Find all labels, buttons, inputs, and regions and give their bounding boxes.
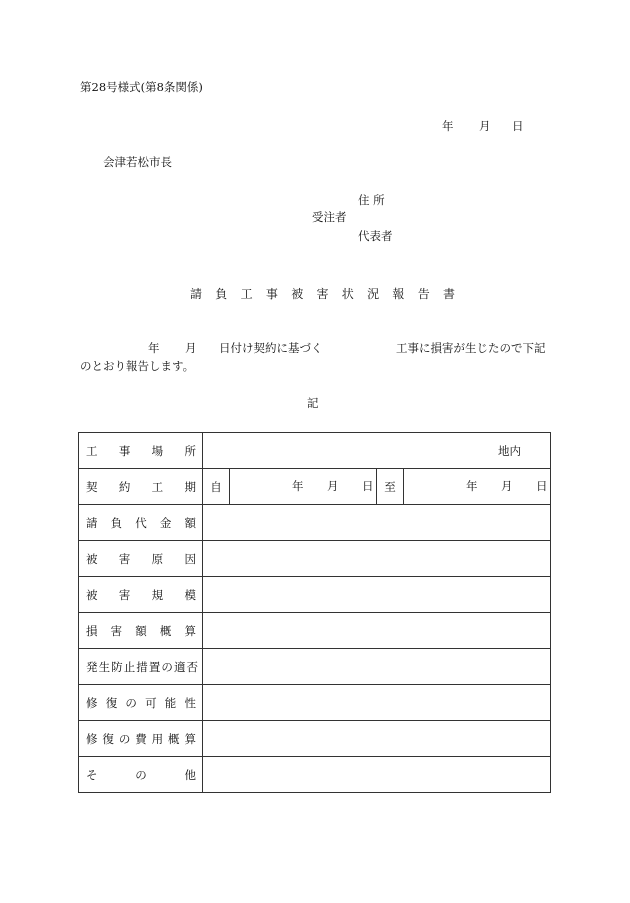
label-char: 他 (184, 767, 196, 782)
label-char: 負 (110, 515, 123, 530)
label-char: 金 (159, 515, 172, 530)
table-row (79, 613, 551, 649)
label-char: 代 (135, 515, 147, 530)
label-text (86, 659, 198, 675)
label-char: 否 (186, 659, 198, 674)
from-year: 年 (292, 479, 304, 493)
contractor-representative-label: 代表者 (358, 229, 393, 243)
repair-cost-value[interactable] (203, 721, 551, 757)
period-to-label: 至 (377, 469, 404, 504)
table-row (79, 577, 551, 613)
contract-period-dates (203, 469, 550, 504)
label-char: の (135, 767, 147, 782)
label-char: 費 (135, 731, 147, 746)
label-char: の (118, 731, 131, 746)
damage-scale-value[interactable] (203, 577, 551, 613)
date-year: 年 (442, 119, 454, 133)
label-char: 措 (136, 659, 148, 674)
to-year: 年 (466, 479, 478, 493)
label-char: 概 (168, 731, 180, 746)
contract-amount-value[interactable] (203, 505, 551, 541)
label-char: 修 (86, 731, 98, 746)
label-text (86, 587, 196, 603)
row-label-prevention-measures (79, 649, 203, 685)
label-char: 被 (86, 551, 98, 566)
label-char: 工 (86, 443, 98, 458)
label-char: 損 (86, 623, 98, 638)
table-row (79, 757, 551, 793)
row-label-repair-possibility (79, 685, 203, 721)
contractor-address-label: 住 所 (358, 193, 385, 207)
label-text (86, 515, 196, 531)
row-label-damage-cause (79, 541, 203, 577)
label-char: 請 (86, 515, 98, 530)
label-char: の (125, 695, 137, 710)
damage-cause-value[interactable] (203, 541, 551, 577)
table-row (79, 721, 551, 757)
label-char: 工 (151, 479, 164, 494)
date-month: 月 (479, 119, 491, 133)
contractor-label: 受注者 (312, 210, 347, 224)
label-text (86, 623, 196, 639)
label-text (86, 443, 196, 459)
label-char: 適 (173, 659, 186, 674)
period-from-label: 自 (203, 469, 230, 504)
label-char: そ (86, 767, 98, 782)
label-char: 止 (123, 659, 136, 674)
body-damage-text: 工事に損害が生じたので下記 (396, 341, 546, 355)
label-text (86, 551, 196, 567)
label-char: 生 (98, 659, 111, 674)
prevention-measures-value[interactable] (203, 649, 551, 685)
table-row (79, 649, 551, 685)
ki-heading: 記 (307, 396, 319, 410)
body-month: 月 (185, 341, 197, 355)
label-char: 害 (118, 551, 131, 566)
label-char: 発 (86, 659, 98, 674)
label-char: 場 (151, 443, 164, 458)
label-char: 可 (145, 695, 157, 710)
label-char: 復 (105, 695, 118, 710)
work-site-suffix: 地内 (498, 443, 521, 458)
to-month: 月 (501, 479, 513, 493)
addressee: 会津若松市長 (103, 155, 172, 169)
label-char: 防 (111, 659, 123, 674)
period-to-date[interactable] (404, 469, 550, 504)
label-char: 所 (184, 443, 196, 458)
label-char: の (161, 659, 173, 674)
body-line-2: のとおり報告します。 (80, 359, 195, 373)
work-site-value[interactable] (203, 433, 551, 469)
to-day: 日 (536, 479, 548, 493)
body-year: 年 (148, 341, 160, 355)
from-month: 月 (327, 479, 339, 493)
label-char: 害 (118, 587, 131, 602)
damage-report-table (78, 432, 551, 793)
label-char: 用 (151, 731, 164, 746)
label-char: 額 (135, 623, 147, 638)
table-row (79, 541, 551, 577)
row-label-damage-estimate (79, 613, 203, 649)
label-char: 因 (184, 551, 196, 566)
row-label-contract-amount (79, 505, 203, 541)
label-char: 復 (102, 731, 114, 746)
row-label-damage-scale (79, 577, 203, 613)
from-day: 日 (362, 479, 374, 493)
period-from-date[interactable] (230, 469, 377, 504)
date-day: 日 (512, 119, 524, 133)
label-char: 修 (86, 695, 98, 710)
contract-period-value[interactable] (203, 469, 551, 505)
label-char: 能 (164, 695, 177, 710)
other-value[interactable] (203, 757, 551, 793)
label-char: 期 (184, 479, 196, 494)
label-char: 置 (148, 659, 161, 674)
label-char: 算 (184, 731, 196, 746)
form-number: 第28号様式(第8条関係) (80, 80, 203, 94)
table-row (79, 505, 551, 541)
label-char: 事 (118, 443, 131, 458)
label-char: 規 (151, 587, 164, 602)
label-text (86, 479, 196, 495)
row-label-other (79, 757, 203, 793)
label-char: 算 (184, 623, 196, 638)
table-row (79, 433, 551, 469)
label-text (86, 695, 196, 711)
row-label-repair-cost (79, 721, 203, 757)
row-label-work-site (79, 433, 203, 469)
label-char: 額 (184, 515, 196, 530)
label-text (86, 731, 196, 747)
table-row (79, 469, 551, 505)
damage-estimate-value[interactable] (203, 613, 551, 649)
label-text (86, 767, 196, 783)
body-contract-date: 日付け契約に基づく (219, 341, 323, 355)
label-char: 契 (86, 479, 98, 494)
label-char: 被 (86, 587, 98, 602)
label-char: 概 (159, 623, 172, 638)
table-row (79, 685, 551, 721)
label-char: 害 (110, 623, 123, 638)
row-label-contract-period (79, 469, 203, 505)
document-title: 請負工事被害状況報告書 (190, 287, 469, 301)
label-char: 約 (118, 479, 131, 494)
repair-possibility-value[interactable] (203, 685, 551, 721)
label-char: 模 (184, 587, 196, 602)
label-char: 性 (184, 695, 196, 710)
label-char: 原 (151, 551, 164, 566)
